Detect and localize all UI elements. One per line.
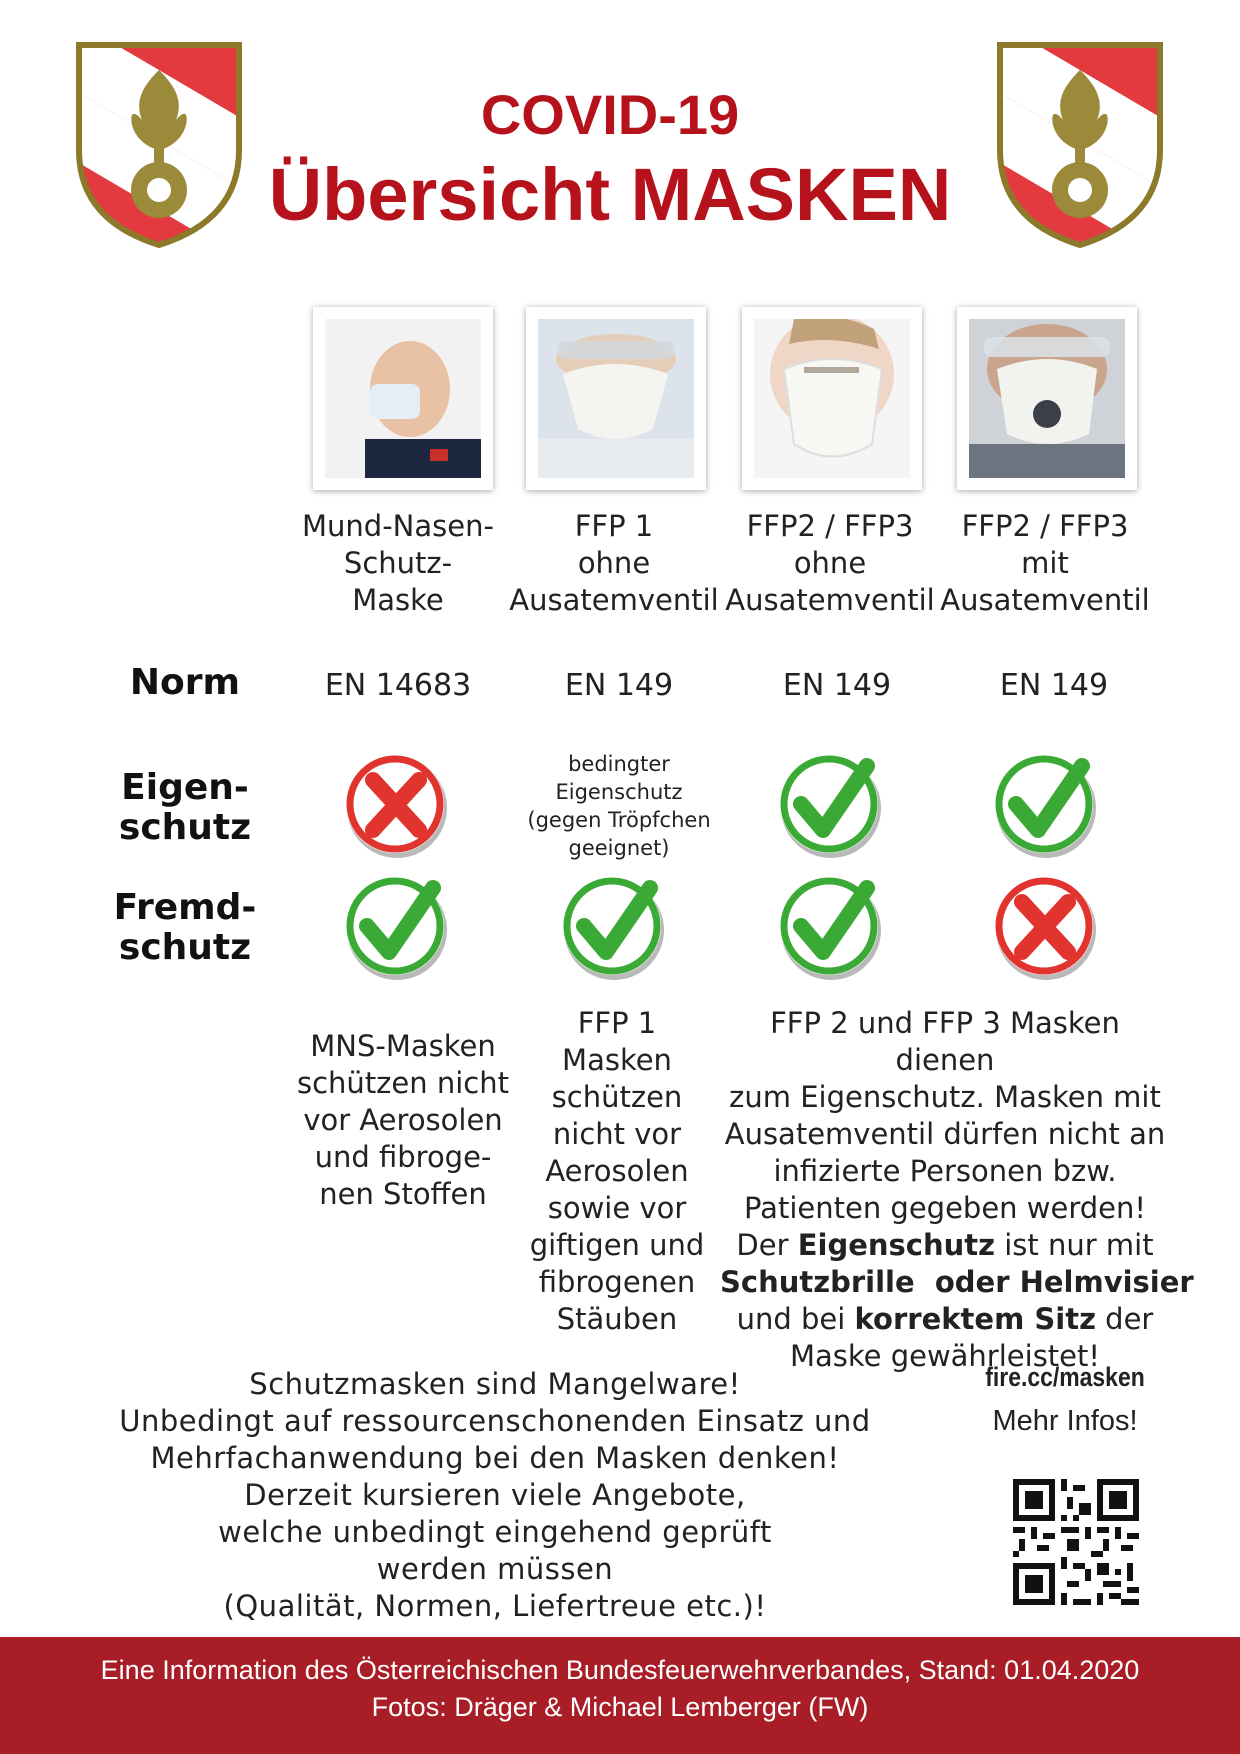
eigenschutz-ffp23-valve-check-icon [992,752,1100,860]
photo-ffp2-ffp3-valve-mask [957,307,1137,490]
title-masks-overview: Übersicht MASKEN [268,153,952,236]
norm-ffp1: EN 149 [564,668,674,703]
row-label-fremdschutz: Fremd- schutz [113,887,257,968]
title-covid: COVID-19 [480,83,740,146]
fremdschutz-ffp23-valve-cross-icon [992,874,1100,982]
eigenschutz-mns-cross-icon [343,752,451,860]
column-name-ffp1: FFP 1 ohne Ausatemventil [509,509,719,617]
norm-ffp23-without-valve: EN 149 [782,668,892,703]
column-name-mns: Mund-Nasen- Schutz- Maske [302,509,494,617]
description-ffp23: FFP 2 und FFP 3 Masken dienen zum Eigenschutz. Masken mit Ausatemventil dürfen nicht an infizierte Personen bzw. Patienten gegeben werden! Der Eigenschutz ist nur mit Schutzbrille oder Helmvisier und bei korrektem Sitz der Maske gewährleistet! [720,1006,1194,1373]
photo-ffp2-ffp3-mask [742,307,922,490]
column-name-ffp23-without-valve: FFP2 / FFP3 ohne Ausatemventil [725,509,935,617]
more-info-link[interactable]: fire.cc/masken [985,1362,1145,1392]
fremdschutz-mns-check-icon [343,874,451,982]
row-label-eigenschutz: Eigen- schutz [118,767,252,848]
qr-code-icon[interactable] [1013,1479,1139,1605]
description-ffp1: FFP 1 Masken schützen nicht vor Aerosolen sowie vor giftigen und fibrogenen Stäuben [529,1006,705,1336]
left-fire-brigade-crest-icon [74,40,244,250]
row-label-norm: Norm [129,662,241,703]
eigenschutz-ffp23-check-icon [777,752,885,860]
photo-ffp1-mask [526,307,706,490]
more-info-label: Mehr Infos! [992,1405,1138,1437]
eigenschutz-ffp1-conditional-note: bedingter Eigenschutz (gegen Tröpfchen geeignet) [527,752,711,860]
footer-photo-credits: Fotos: Dräger & Michael Lemberger (FW) [371,1692,869,1722]
column-name-ffp23-with-valve: FFP2 / FFP3 mit Ausatemventil [940,509,1150,617]
fremdschutz-ffp23-check-icon [777,874,885,982]
footer-info-line: Eine Information des Österreichischen Bundesfeuerwehrverbandes, Stand: 01.04.2020 [100,1655,1140,1685]
shortage-notice: Schutzmasken sind Mangelware! Unbedingt auf ressourcenschonenden Einsatz und Mehrfachanwendung bei den Masken denken! Derzeit kursieren viele Angebote, welche unbedingt eingehend geprüft werden müssen (Qualität, Normen, Liefertreue etc.)! [119,1367,871,1623]
description-mns: MNS-Masken schützen nicht vor Aerosolen und fibroge- nen Stoffen [297,1029,509,1211]
photo-mns-mask [313,307,493,490]
footer-banner [0,1637,1240,1754]
norm-ffp23-with-valve: EN 149 [999,668,1109,703]
fremdschutz-ffp1-check-icon [560,874,668,982]
right-fire-brigade-crest-icon [995,40,1165,250]
norm-mns: EN 14683 [324,668,472,703]
